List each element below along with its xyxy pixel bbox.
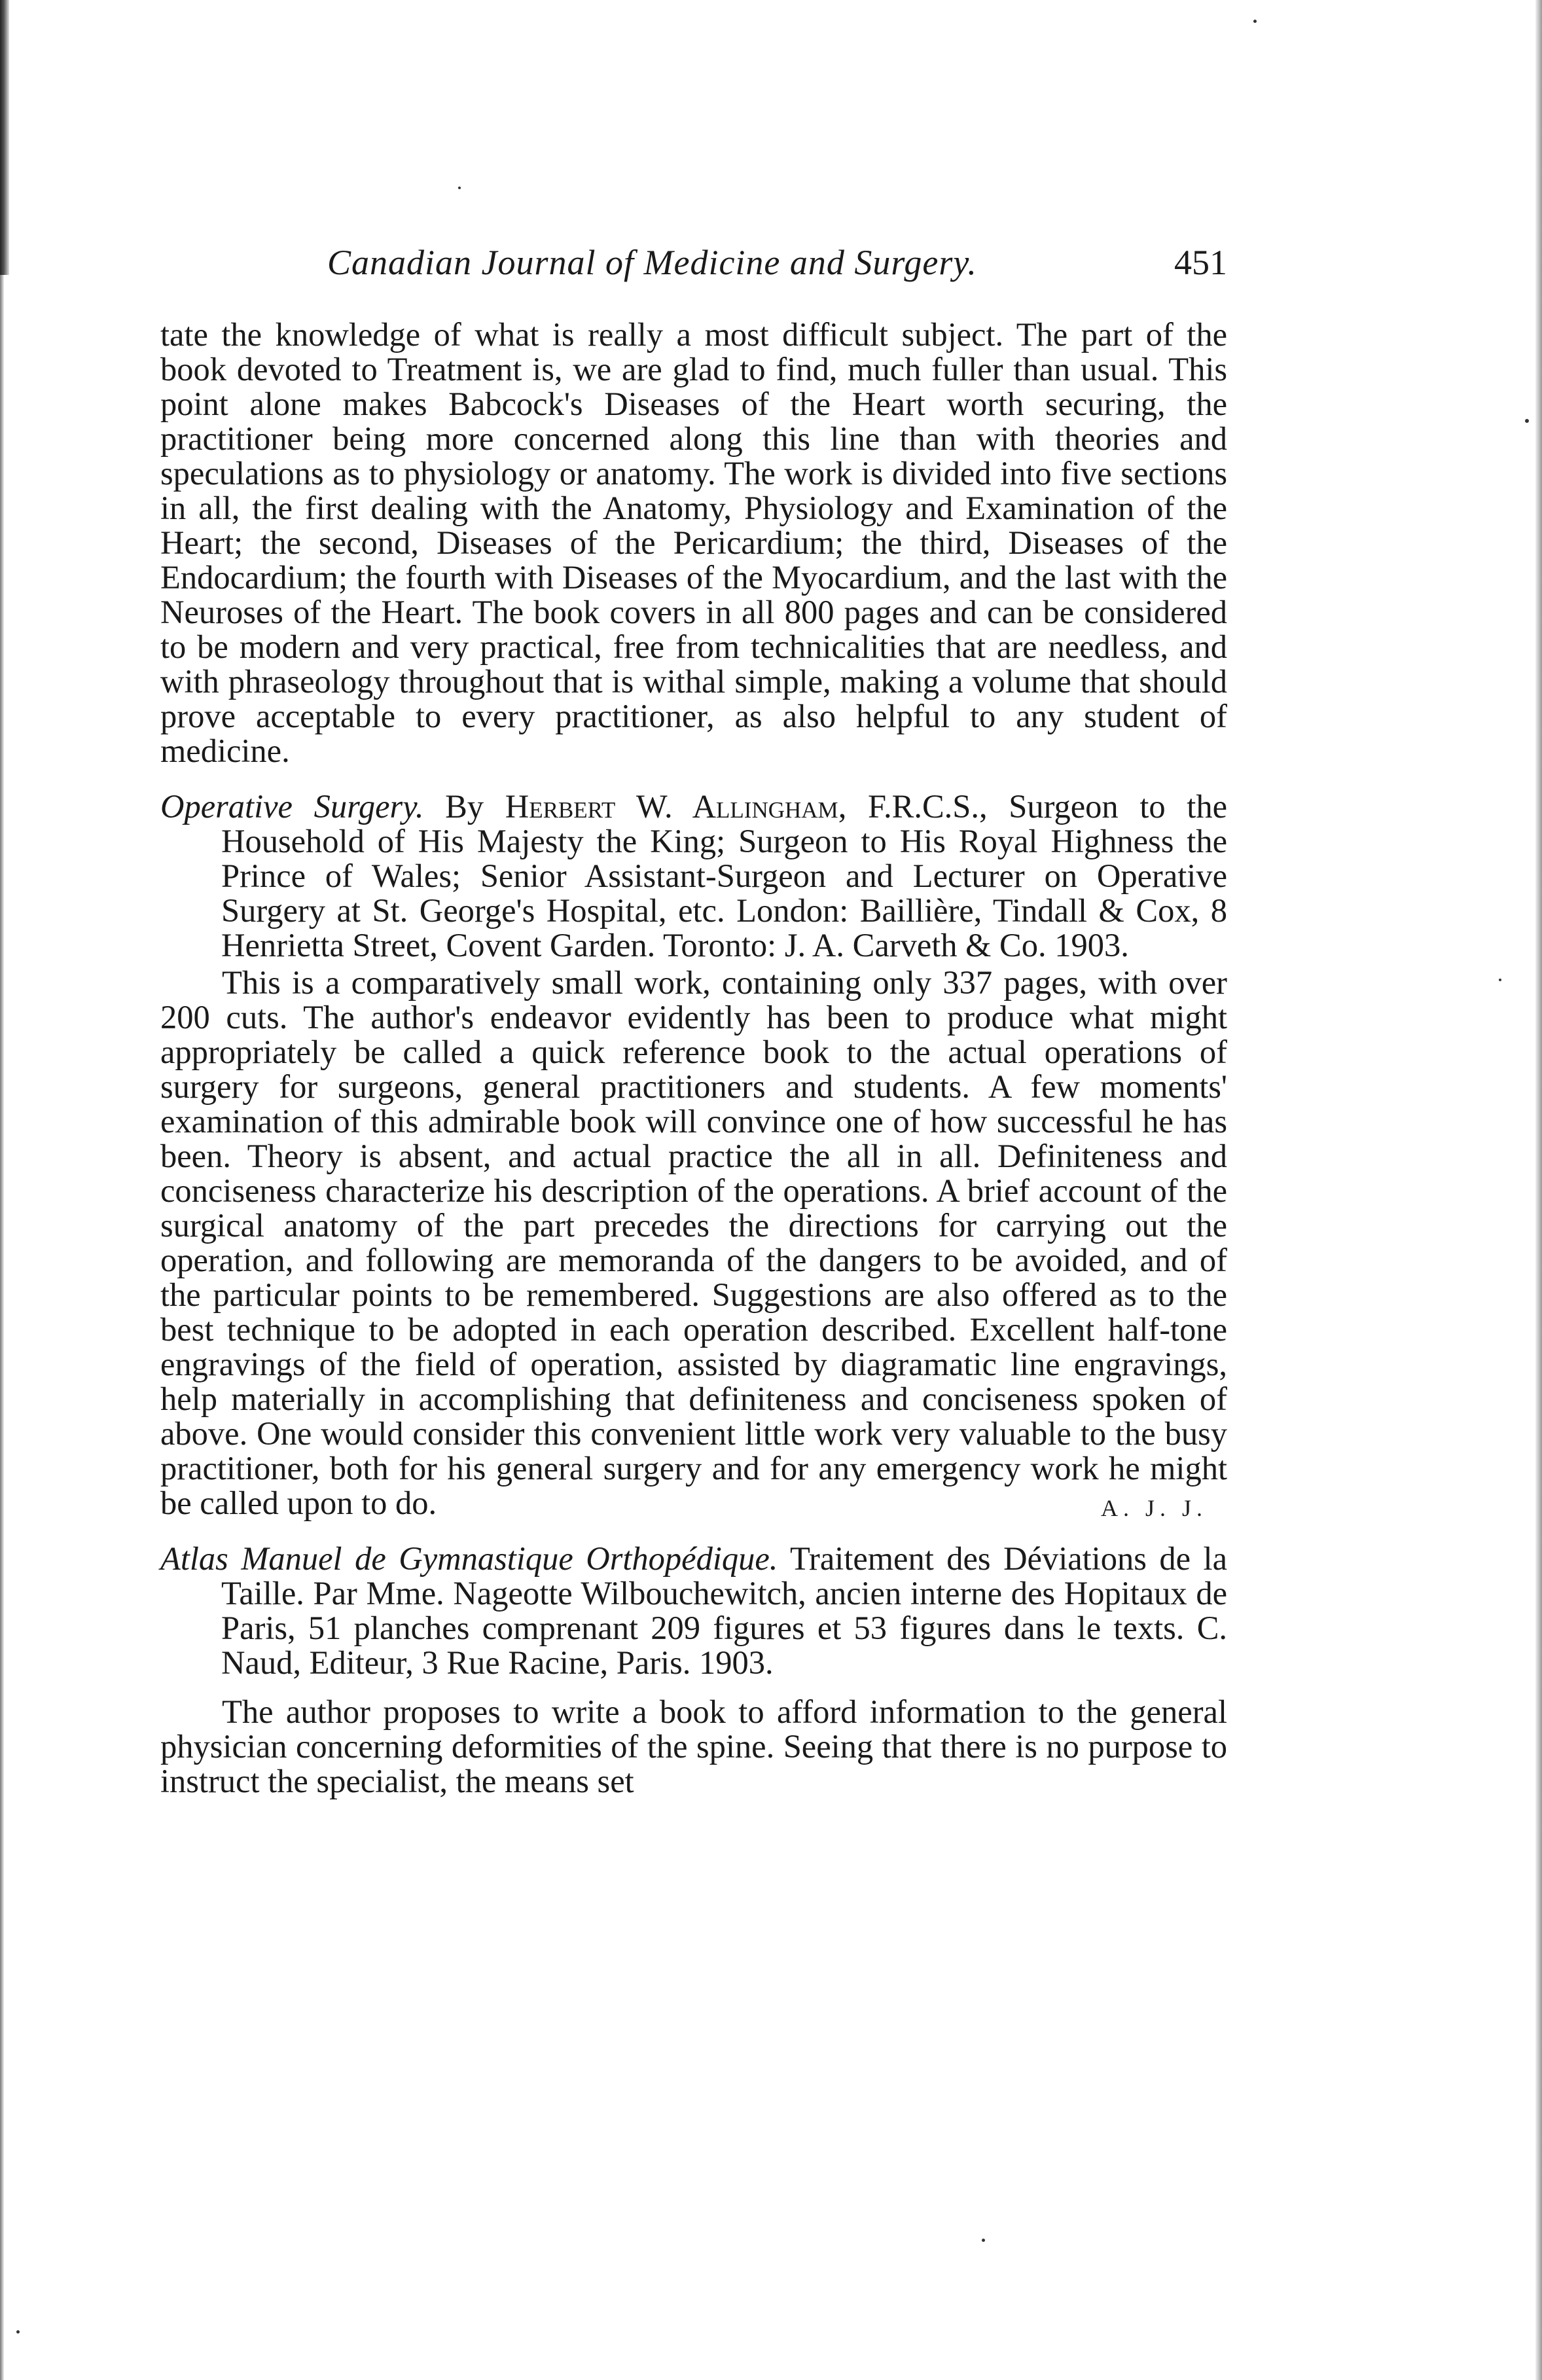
journal-title: Canadian Journal of Medicine and Surgery. <box>327 243 977 282</box>
review-1-author: Herbert W. Allingham <box>505 788 838 825</box>
review-2-citation <box>160 1542 1227 1680</box>
review-2-details: Traitement des Déviations de la Taille. Par Mme. Nageotte Wilbouchewitch, ancien interne des Hopitaux de Paris, 51 planches comprenant 209 figures et 53 figures dans le texts. C. Naud, Editeur, 3 Rue Racine, Paris. 1903. <box>221 1540 1227 1681</box>
review-1-text <box>160 965 1227 1521</box>
review-2-book-title: Atlas Manuel de Gymnastique Orthopédique. <box>160 1540 778 1577</box>
page-body <box>160 317 1227 1799</box>
continuation-paragraph: tate the knowledge of what is really a most difficult subject. The part of the book devoted to Treatment is, we are glad to find, much fuller than usual. This point alone makes Babcock's Diseases of the Heart worth securing, the practitioner being more concerned along this line than with theories and speculations as to physiology or anatomy. The work is divided into five sections in all, the first dealing with the Anatomy, Physiology and Examination of the Heart; the second, Diseases of the Pericardium; the third, Diseases of the Endocardium; the fourth with Diseases of the Myocardium, and the last with the Neuroses of the Heart. The book covers in all 800 pages and can be considered to be modern and very practical, free from technicalities that are needless, and with phraseology throughout that is withal simple, making a volume that should prove acceptable to every practitioner, as also helpful to any student of medicine. <box>160 316 1227 769</box>
running-header <box>327 242 1227 288</box>
review-1-by: By <box>445 788 484 825</box>
review-1-book-title: Operative Surgery. <box>160 788 424 825</box>
review-2-text: The author proposes to write a book to afford information to the general physician concerning deformities of the spine. Seeing that there is no purpose to instruct the specialist, the means set <box>160 1693 1227 1799</box>
review-1-body: This is a comparatively small work, containing only 337 pages, with over 200 cuts. The author's endeavor evidently has been to produce what might appropriately be called a quick reference book to the actual operations of surgery for surgeons, general practitioners and students. A few moments' examination of this admirable book will convince one of how successful he has been. Theory is absent, and actual practice the all in all. Definiteness and conciseness characterize his description of the operations. A brief account of the surgical anatomy of the part precedes the directions for carrying out the operation, and following are memoranda of the dangers to be avoided, and of the particular points to be remembered. Suggestions are also offered as to the best technique to be adopted in each operation described. Excellent half-tone engravings of the field of operation, assisted by diagramatic line engravings, help materially in accomplishing that definiteness and conciseness spoken of above. One would consider this convenient little work very valuable to the busy practitioner, both for his general surgery and for any emergency work he might be called upon to do. <box>160 964 1227 1521</box>
review-1-details: , F.R.C.S., Surgeon to the Household of His Majesty the King; Surgeon to His Royal Highness the Prince of Wales; Senior Assistant-Surgeon and Lecturer on Operative Surgery at St. George's Hospital, etc. London: Baillière, Tindall & Cox, 8 Henrietta Street, Covent Garden. Toronto: J. A. Carveth & Co. 1903. <box>221 788 1227 964</box>
scan-edge-left-lower <box>0 275 4 2380</box>
page-number: 451 <box>1174 243 1227 282</box>
review-1-citation <box>160 789 1227 963</box>
scan-edge-left <box>0 0 9 275</box>
scan-edge-right <box>1535 0 1542 2380</box>
reviewer-initials: A. J. J. <box>1100 1495 1208 1521</box>
